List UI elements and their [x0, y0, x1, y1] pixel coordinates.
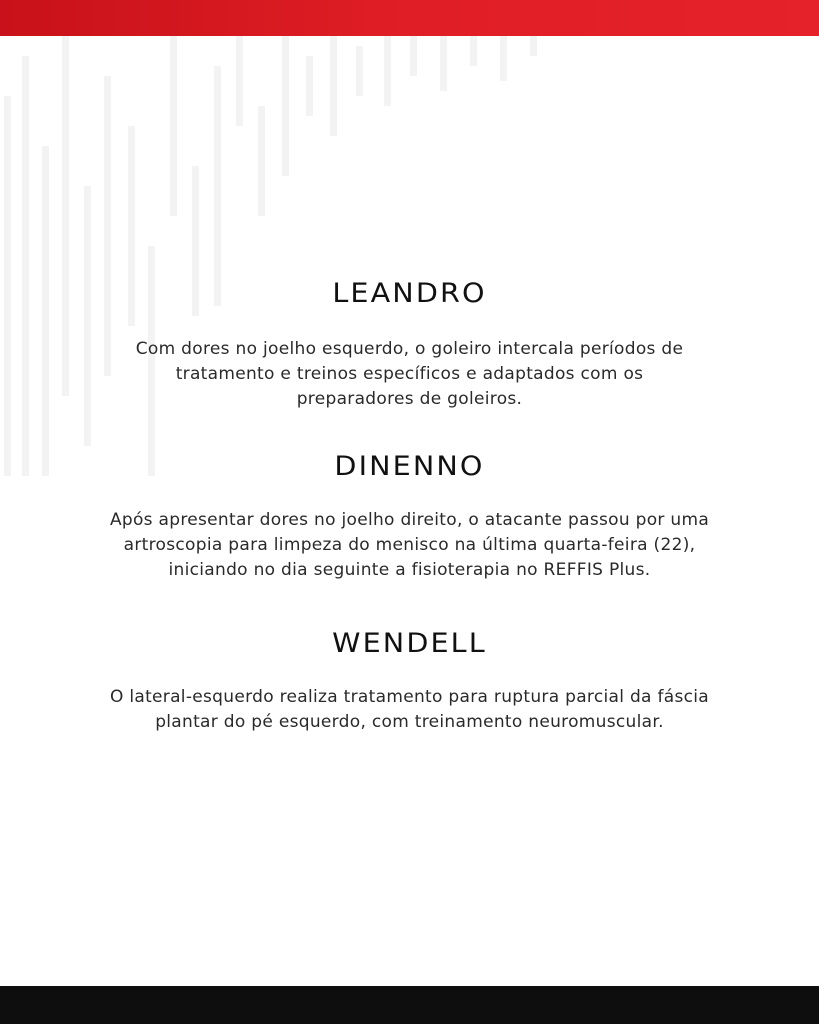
decorative-stripe	[22, 56, 29, 476]
decorative-stripe	[306, 56, 313, 116]
player-card-dinenno	[0, 451, 819, 583]
description-line: Após apresentar dores no joelho direito, o atacante passou por uma	[109, 510, 710, 530]
description-line: plantar do pé esquerdo, com treinamento neuromuscular.	[155, 712, 664, 732]
description-line: iniciando no dia seguinte a fisioterapia no REFFIS Plus.	[168, 560, 651, 580]
player-name: DINENNO	[334, 451, 485, 482]
top-red-bar	[0, 0, 819, 36]
decorative-stripe	[356, 46, 363, 96]
player-description	[0, 337, 819, 412]
decorative-stripe	[500, 36, 507, 81]
decorative-stripe	[470, 36, 477, 66]
decorative-stripe	[440, 36, 447, 91]
description-line: preparadores de goleiros.	[296, 389, 523, 409]
player-description	[0, 685, 819, 735]
decorative-stripe	[170, 36, 177, 216]
player-name: LEANDRO	[332, 278, 487, 309]
decorative-stripes	[0, 36, 560, 486]
player-card-leandro	[0, 278, 819, 412]
decorative-stripe	[214, 66, 221, 306]
decorative-stripe	[282, 36, 289, 176]
description-line: Com dores no joelho esquerdo, o goleiro intercala períodos de	[135, 339, 684, 359]
description-line: tratamento e treinos específicos e adaptados com os	[175, 364, 644, 384]
decorative-stripe	[236, 36, 243, 126]
player-card-wendell	[0, 628, 819, 735]
description-line: O lateral-esquerdo realiza tratamento para ruptura parcial da fáscia	[109, 687, 710, 707]
player-name: WENDELL	[332, 628, 487, 659]
decorative-stripe	[530, 36, 537, 56]
decorative-stripe	[384, 36, 391, 106]
decorative-stripe	[258, 106, 265, 216]
player-description	[0, 508, 819, 583]
bottom-black-bar	[0, 986, 819, 1024]
decorative-stripe	[410, 36, 417, 76]
decorative-stripe	[330, 36, 337, 136]
description-line: artroscopia para limpeza do menisco na última quarta-feira (22),	[123, 535, 696, 555]
